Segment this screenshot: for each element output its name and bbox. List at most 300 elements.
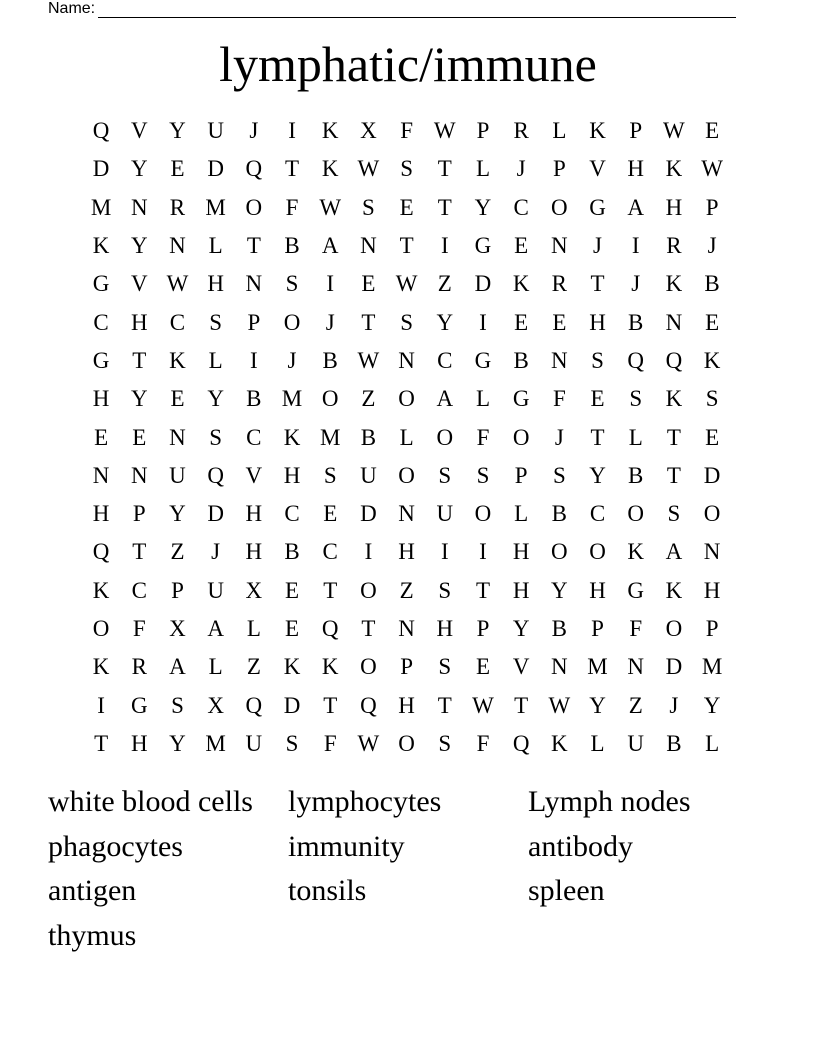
grid-letter[interactable]: R [513, 118, 529, 144]
grid-letter[interactable]: J [325, 309, 335, 335]
grid-letter[interactable]: K [321, 654, 339, 680]
grid-letter[interactable]: R [169, 194, 186, 220]
grid-letter[interactable]: E [705, 118, 720, 144]
grid-row [82, 189, 732, 227]
grid-letter[interactable]: T [361, 309, 376, 335]
grid-letter[interactable]: P [705, 616, 719, 641]
grid-letter[interactable]: L [514, 501, 529, 527]
grid-letter[interactable]: I [326, 271, 335, 297]
grid-letter[interactable]: B [513, 347, 529, 373]
grid-letter[interactable]: P [552, 156, 566, 182]
grid-letter[interactable]: F [629, 616, 643, 641]
grid-letter[interactable]: R [551, 271, 568, 297]
grid-letter[interactable]: B [284, 539, 300, 565]
grid-letter[interactable]: S [438, 730, 452, 756]
grid-letter[interactable]: M [205, 194, 226, 220]
grid-letter[interactable]: G [512, 386, 530, 412]
grid-letter[interactable]: D [283, 692, 301, 718]
grid-letter[interactable]: K [589, 118, 606, 144]
grid-letter[interactable]: O [398, 386, 415, 412]
grid-letter[interactable]: O [436, 424, 454, 450]
grid-letter[interactable]: B [551, 616, 568, 641]
grid-letter[interactable]: O [245, 194, 263, 220]
grid-letter[interactable]: E [514, 233, 529, 259]
grid-letter[interactable]: C [246, 424, 262, 450]
grid-letter[interactable]: T [590, 424, 605, 450]
grid-letter[interactable]: V [130, 118, 148, 144]
grid-letter[interactable]: K [283, 424, 301, 450]
grid-letter[interactable]: O [551, 539, 568, 565]
grid-letter[interactable]: D [665, 654, 683, 680]
grid-letter[interactable]: S [362, 194, 375, 220]
grid-letter[interactable]: M [281, 386, 303, 412]
grid-letter[interactable]: P [514, 462, 528, 488]
grid-letter[interactable]: B [628, 462, 644, 488]
grid-letter[interactable]: N [360, 233, 377, 259]
grid-letter[interactable]: W [357, 156, 380, 182]
grid-letter[interactable]: T [590, 271, 605, 297]
grid-letter[interactable]: C [284, 501, 300, 527]
grid-letter[interactable]: L [208, 233, 223, 259]
grid-letter[interactable]: S [438, 654, 452, 680]
grid-letter[interactable]: H [207, 271, 224, 297]
grid-letter[interactable]: L [590, 730, 605, 756]
grid-letter[interactable]: E [705, 309, 720, 335]
grid-letter[interactable]: C [437, 347, 453, 373]
grid-letter[interactable]: X [360, 118, 377, 144]
grid-letter[interactable]: K [551, 730, 568, 756]
grid-letter[interactable]: S [285, 271, 299, 297]
grid-letter[interactable]: L [475, 386, 490, 412]
grid-letter[interactable]: T [437, 156, 452, 182]
grid-letter[interactable]: E [170, 156, 185, 182]
grid-letter[interactable]: M [319, 424, 341, 450]
grid-letter[interactable]: V [245, 462, 263, 488]
grid-letter[interactable]: W [433, 118, 456, 144]
grid-letter[interactable]: K [703, 347, 721, 373]
grid-letter[interactable]: K [92, 577, 110, 603]
word-list-item: phagocytes [48, 829, 183, 863]
grid-letter[interactable]: H [283, 462, 301, 488]
grid-letter[interactable]: Z [628, 692, 643, 718]
grid-letter[interactable]: W [472, 692, 494, 718]
grid-letter[interactable]: E [399, 194, 414, 220]
grid-letter[interactable]: E [285, 577, 300, 603]
grid-letter[interactable]: B [704, 271, 720, 297]
grid-letter[interactable]: T [361, 616, 376, 641]
grid-letter[interactable]: I [250, 347, 258, 373]
grid-letter[interactable]: U [627, 730, 645, 756]
grid-letter[interactable]: Q [665, 347, 683, 373]
grid-letter[interactable]: J [249, 118, 259, 144]
grid-letter[interactable]: T [437, 692, 452, 718]
grid-letter[interactable]: N [245, 271, 263, 297]
grid-letter[interactable]: Y [512, 616, 530, 641]
grid-letter[interactable]: V [589, 156, 606, 182]
grid-letter[interactable]: Q [92, 539, 110, 565]
grid-letter[interactable]: N [665, 309, 683, 335]
grid-letter[interactable]: W [166, 271, 189, 297]
grid-letter[interactable]: I [440, 539, 449, 565]
grid-letter[interactable]: Y [589, 692, 606, 718]
grid-letter[interactable]: S [629, 386, 643, 412]
grid-letter[interactable]: P [171, 577, 184, 603]
grid-letter[interactable]: T [666, 424, 681, 450]
grid-letter[interactable]: Y [130, 233, 148, 259]
grid-letter[interactable]: Y [589, 462, 606, 488]
grid-letter[interactable]: L [475, 156, 490, 182]
grid-letter[interactable]: F [552, 386, 566, 412]
grid-letter[interactable]: G [92, 271, 110, 297]
grid-letter[interactable]: U [436, 501, 454, 527]
grid-letter[interactable]: L [208, 347, 223, 373]
grid-letter[interactable]: C [322, 539, 338, 565]
grid-letter[interactable]: S [667, 501, 681, 527]
grid-letter[interactable]: E [705, 424, 720, 450]
grid-letter[interactable]: X [207, 692, 224, 718]
grid-letter[interactable]: S [323, 462, 337, 488]
grid-letter[interactable]: G [92, 347, 110, 373]
grid-letter[interactable]: N [551, 654, 568, 680]
grid-letter[interactable]: P [400, 654, 413, 680]
grid-letter[interactable]: I [479, 539, 487, 565]
grid-letter[interactable]: S [476, 462, 490, 488]
grid-letter[interactable]: Y [130, 156, 148, 182]
grid-row [82, 686, 732, 724]
grid-letter[interactable]: H [703, 577, 721, 603]
grid-letter[interactable]: T [514, 692, 529, 718]
grid-letter[interactable]: K [512, 271, 530, 297]
grid-letter[interactable]: H [627, 156, 645, 182]
grid-letter[interactable]: O [551, 194, 568, 220]
grid-letter[interactable]: J [554, 424, 564, 450]
grid-letter[interactable]: U [169, 462, 186, 488]
grid-letter[interactable]: F [476, 730, 490, 756]
grid-letter[interactable]: Y [169, 730, 186, 756]
grid-letter[interactable]: T [437, 194, 452, 220]
grid-letter[interactable]: N [398, 616, 415, 641]
grid-letter[interactable]: H [92, 386, 110, 412]
grid-letter[interactable]: S [209, 309, 223, 335]
grid-letter[interactable]: Y [130, 386, 148, 412]
grid-letter[interactable]: Z [399, 577, 414, 603]
grid-letter[interactable]: J [593, 233, 602, 259]
grid-letter[interactable]: O [512, 424, 530, 450]
grid-letter[interactable]: H [589, 309, 606, 335]
grid-letter[interactable]: B [628, 309, 644, 335]
grid-letter[interactable]: L [399, 424, 414, 450]
grid-row [82, 418, 732, 456]
grid-letter[interactable]: B [551, 501, 568, 527]
grid-letter[interactable]: A [169, 654, 186, 680]
grid-letter[interactable]: S [400, 156, 413, 182]
grid-letter[interactable]: J [707, 233, 717, 259]
grid-letter[interactable]: T [323, 692, 338, 718]
grid-letter[interactable]: C [169, 309, 186, 335]
grid-letter[interactable]: P [476, 118, 490, 144]
grid-letter[interactable]: N [130, 194, 148, 220]
grid-letter[interactable]: J [516, 156, 526, 182]
grid-letter[interactable]: F [400, 118, 413, 144]
grid-letter[interactable]: P [476, 616, 490, 641]
grid-letter[interactable]: L [208, 654, 223, 680]
grid-letter[interactable]: C [131, 577, 147, 603]
grid-letter[interactable]: Y [169, 118, 186, 144]
grid-letter[interactable]: M [90, 194, 112, 220]
grid-letter[interactable]: O [627, 501, 645, 527]
grid-letter[interactable]: O [283, 309, 301, 335]
grid-letter[interactable]: F [323, 730, 337, 756]
grid-letter[interactable]: Q [245, 156, 263, 182]
grid-letter[interactable]: T [285, 156, 300, 182]
grid-letter[interactable]: J [211, 539, 221, 565]
grid-letter[interactable]: K [283, 654, 301, 680]
grid-letter[interactable]: Z [170, 539, 185, 565]
grid-letter[interactable]: F [476, 424, 490, 450]
grid-letter[interactable]: T [94, 730, 109, 756]
grid-letter[interactable]: I [440, 233, 449, 259]
grid-letter[interactable]: S [591, 347, 604, 373]
grid-letter[interactable]: T [399, 233, 414, 259]
grid-letter[interactable]: O [665, 616, 683, 641]
grid-letter[interactable]: S [438, 462, 452, 488]
grid-letter[interactable]: W [701, 156, 723, 182]
grid-letter[interactable]: H [245, 501, 263, 527]
grid-letter[interactable]: B [246, 386, 262, 412]
word-list-item: Lymph nodes [528, 785, 691, 818]
grid-letter[interactable]: P [247, 309, 261, 335]
grid-letter[interactable]: K [627, 539, 645, 565]
grid-letter[interactable]: D [474, 271, 492, 297]
grid-letter[interactable]: K [321, 118, 339, 144]
grid-letter[interactable]: Y [169, 501, 186, 527]
grid-letter[interactable]: U [207, 577, 224, 603]
grid-letter[interactable]: A [321, 233, 339, 259]
grid-letter[interactable]: O [589, 539, 606, 565]
grid-letter[interactable]: U [207, 118, 224, 144]
grid-letter[interactable]: E [590, 386, 605, 412]
grid-letter[interactable]: Z [361, 386, 376, 412]
grid-letter[interactable]: E [552, 309, 567, 335]
grid-letter[interactable]: T [246, 233, 261, 259]
grid-letter[interactable]: E [170, 386, 185, 412]
grid-letter[interactable]: T [132, 539, 147, 565]
grid-letter[interactable]: D [92, 156, 110, 182]
grid-letter[interactable]: A [207, 616, 224, 641]
grid-letter[interactable]: T [475, 577, 490, 603]
grid-letter[interactable]: X [245, 577, 263, 603]
grid-letter[interactable]: D [703, 462, 721, 488]
grid-letter[interactable]: A [665, 539, 683, 565]
name-underline[interactable] [98, 2, 736, 18]
grid-letter[interactable]: N [627, 654, 645, 680]
grid-letter[interactable]: O [92, 616, 110, 641]
grid-letter[interactable]: Y [703, 692, 721, 718]
grid-letter[interactable]: P [629, 118, 643, 144]
grid-letter[interactable]: I [631, 233, 640, 259]
grid-letter[interactable]: F [132, 616, 146, 641]
grid-letter[interactable]: W [663, 118, 685, 144]
grid-letter[interactable]: A [627, 194, 645, 220]
grid-letter[interactable]: H [92, 501, 110, 527]
grid-letter[interactable]: C [589, 501, 606, 527]
grid-letter[interactable]: W [357, 347, 380, 373]
grid-letter[interactable]: T [323, 577, 338, 603]
grid-letter[interactable]: M [701, 654, 723, 680]
grid-letter[interactable]: L [705, 730, 720, 756]
grid-letter[interactable]: K [92, 654, 110, 680]
grid-letter[interactable]: D [207, 501, 224, 527]
grid-letter[interactable]: N [551, 233, 568, 259]
grid-letter[interactable]: W [548, 692, 571, 718]
grid-letter[interactable]: K [321, 156, 339, 182]
grid-letter[interactable]: S [209, 424, 223, 450]
grid-letter[interactable]: K [169, 347, 186, 373]
grid-letter[interactable]: Q [207, 462, 224, 488]
grid-letter[interactable]: K [92, 233, 110, 259]
grid-letter[interactable]: G [589, 194, 606, 220]
grid-letter[interactable]: L [246, 616, 261, 641]
grid-letter[interactable]: U [245, 730, 263, 756]
grid-letter[interactable]: N [398, 501, 415, 527]
grid-letter[interactable]: I [364, 539, 373, 565]
grid-letter[interactable]: O [360, 654, 377, 680]
grid-letter[interactable]: H [512, 539, 530, 565]
grid-letter[interactable]: E [323, 501, 338, 527]
grid-letter[interactable]: N [92, 462, 110, 488]
grid-letter[interactable]: O [398, 462, 415, 488]
grid-letter[interactable]: P [591, 616, 604, 641]
grid-letter[interactable]: D [360, 501, 377, 527]
grid-letter[interactable]: G [130, 692, 148, 718]
grid-letter[interactable]: I [97, 692, 105, 718]
grid-letter[interactable]: S [705, 386, 719, 412]
grid-letter[interactable]: E [475, 654, 490, 680]
grid-letter[interactable]: H [589, 577, 606, 603]
grid-letter[interactable]: K [665, 271, 683, 297]
grid-letter[interactable]: S [400, 309, 413, 335]
grid-letter[interactable]: L [552, 118, 567, 144]
grid-letter[interactable]: V [512, 654, 530, 680]
grid-letter[interactable]: B [666, 730, 682, 756]
grid-letter[interactable]: A [436, 386, 454, 412]
grid-letter[interactable]: S [438, 577, 452, 603]
grid-letter[interactable]: O [398, 730, 415, 756]
grid-letter[interactable]: Y [474, 194, 492, 220]
grid-letter[interactable]: Y [436, 309, 454, 335]
grid-letter[interactable]: Z [437, 271, 452, 297]
grid-letter[interactable]: J [631, 271, 641, 297]
grid-letter[interactable]: Z [246, 654, 261, 680]
grid-letter[interactable]: J [669, 692, 679, 718]
grid-letter[interactable]: E [514, 309, 529, 335]
grid-letter[interactable]: N [169, 424, 186, 450]
grid-letter[interactable]: W [319, 194, 342, 220]
grid-letter[interactable]: C [93, 309, 109, 335]
grid-letter[interactable]: Y [551, 577, 568, 603]
grid-letter[interactable]: N [703, 539, 721, 565]
grid-letter[interactable]: I [479, 309, 487, 335]
grid-letter[interactable]: W [395, 271, 418, 297]
grid-letter[interactable]: K [665, 156, 683, 182]
grid-letter[interactable]: H [512, 577, 530, 603]
grid-letter[interactable]: I [288, 118, 296, 144]
grid-letter[interactable]: G [474, 347, 492, 373]
grid-letter[interactable]: T [666, 462, 681, 488]
grid-letter[interactable]: Q [245, 692, 263, 718]
grid-letter[interactable]: E [361, 271, 376, 297]
grid-letter[interactable]: N [551, 347, 568, 373]
grid-letter[interactable]: E [94, 424, 109, 450]
grid-row [82, 342, 732, 380]
grid-letter[interactable]: Q [321, 616, 339, 641]
grid-letter[interactable]: O [703, 501, 721, 527]
grid-letter[interactable]: U [360, 462, 377, 488]
grid-row [82, 495, 732, 533]
grid-letter[interactable]: W [357, 730, 380, 756]
grid-letter[interactable]: Q [92, 118, 110, 144]
grid-letter[interactable]: Y [207, 386, 224, 412]
grid-letter[interactable]: S [552, 462, 566, 488]
grid-letter[interactable]: H [665, 194, 683, 220]
grid-letter[interactable]: E [285, 616, 300, 641]
grid-letter[interactable]: H [398, 692, 415, 718]
grid-letter[interactable]: H [398, 539, 415, 565]
word-list [48, 780, 768, 959]
grid-letter[interactable]: N [169, 233, 186, 259]
grid-letter[interactable]: T [132, 347, 147, 373]
grid-letter[interactable]: G [627, 577, 645, 603]
grid-letter[interactable]: B [284, 233, 300, 259]
grid-letter[interactable]: B [322, 347, 338, 373]
grid-letter[interactable]: L [628, 424, 643, 450]
grid-letter[interactable]: Q [360, 692, 377, 718]
grid-letter[interactable]: J [287, 347, 297, 373]
grid-letter[interactable]: Q [512, 730, 530, 756]
grid-letter[interactable]: Q [627, 347, 645, 373]
grid-letter[interactable]: F [285, 194, 299, 220]
grid-letter[interactable]: P [132, 501, 146, 527]
grid-row [82, 533, 732, 571]
grid-letter[interactable]: M [205, 730, 226, 756]
grid-letter[interactable]: P [705, 194, 719, 220]
grid-letter[interactable]: R [131, 654, 147, 680]
grid-row [82, 610, 732, 648]
grid-letter[interactable]: V [130, 271, 148, 297]
grid-letter[interactable]: C [513, 194, 529, 220]
grid-letter[interactable]: G [474, 233, 492, 259]
grid-letter[interactable]: H [436, 616, 454, 641]
grid-letter[interactable]: R [666, 233, 682, 259]
grid-letter[interactable]: H [245, 539, 263, 565]
grid-letter[interactable]: E [132, 424, 147, 450]
grid-letter[interactable]: N [398, 347, 415, 373]
grid-letter[interactable]: N [130, 462, 148, 488]
grid-letter[interactable]: K [665, 386, 683, 412]
grid-letter[interactable]: D [207, 156, 224, 182]
grid-letter[interactable]: O [474, 501, 492, 527]
grid-letter[interactable]: K [665, 577, 683, 603]
grid-letter[interactable]: B [360, 424, 377, 450]
grid-letter[interactable]: H [130, 309, 148, 335]
grid-letter[interactable]: O [321, 386, 339, 412]
grid-letter[interactable]: S [171, 692, 184, 718]
grid-letter[interactable]: O [360, 577, 377, 603]
grid-letter[interactable]: H [130, 730, 148, 756]
grid-letter[interactable]: M [587, 654, 608, 680]
grid-letter[interactable]: X [169, 616, 186, 641]
grid-letter[interactable]: S [285, 730, 299, 756]
